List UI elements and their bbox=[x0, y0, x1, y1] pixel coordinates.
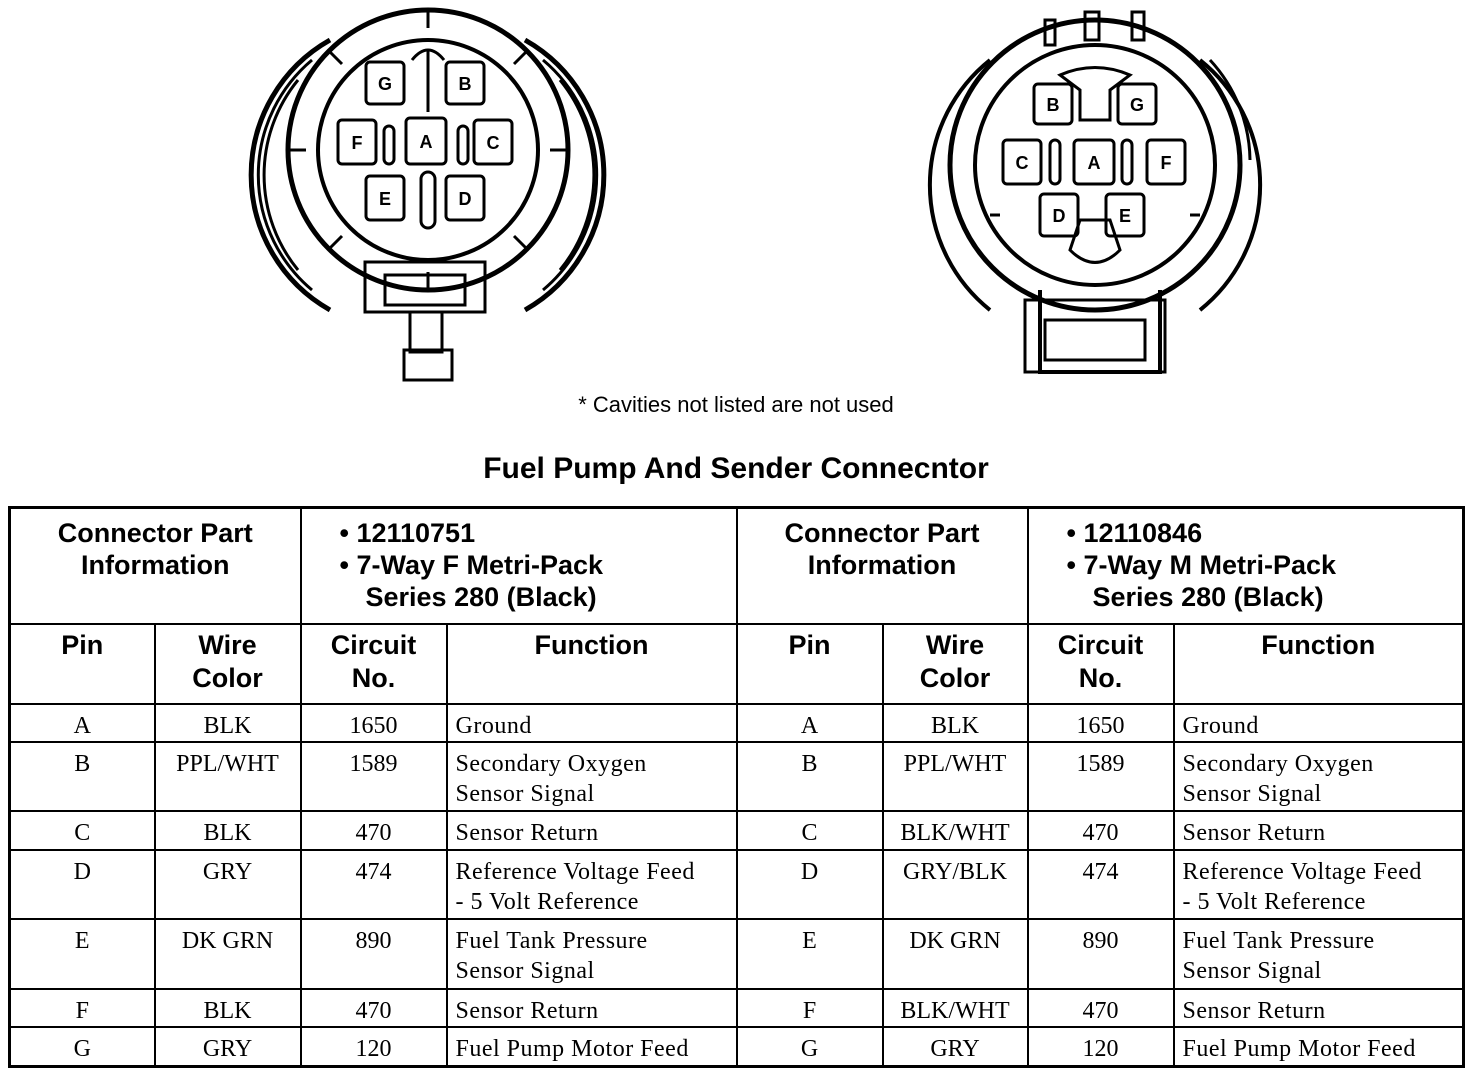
pin-cell: F bbox=[10, 989, 155, 1028]
col-header-pin bbox=[10, 624, 155, 703]
wire-color-cell: GRY bbox=[155, 1027, 301, 1066]
connector-info-value bbox=[1028, 508, 1464, 625]
circuit-cell: 120 bbox=[301, 1027, 447, 1066]
info-label-line: Information bbox=[807, 550, 957, 580]
function-cell bbox=[447, 704, 737, 743]
col-header-pin bbox=[737, 624, 883, 703]
header-text: Function bbox=[1261, 630, 1376, 661]
function-cell bbox=[447, 989, 737, 1028]
male-pin-label: E bbox=[1118, 206, 1132, 226]
pinout-table bbox=[8, 506, 1465, 1068]
cavities-note: * Cavities not listed are not used bbox=[578, 392, 894, 417]
header-text: Pin bbox=[788, 630, 831, 661]
wire-color-cell: GRY/BLK bbox=[883, 850, 1028, 919]
col-header-wire-color bbox=[155, 624, 301, 703]
table-row bbox=[10, 850, 1464, 919]
function-line: Sensor Return bbox=[1182, 820, 1326, 847]
circuit-cell: 1650 bbox=[301, 704, 447, 743]
female-pin-label: D bbox=[458, 189, 472, 209]
header-text: Color bbox=[919, 663, 991, 694]
wire-color-cell: DK GRN bbox=[883, 919, 1028, 988]
table-row bbox=[10, 742, 1464, 811]
circuit-cell: 474 bbox=[1028, 850, 1174, 919]
table-row bbox=[10, 704, 1464, 743]
header-text: No. bbox=[351, 663, 396, 694]
male-pin-label: B bbox=[1046, 95, 1060, 115]
function-line: Sensor Signal bbox=[1182, 958, 1322, 985]
part-number: • 12110751 bbox=[339, 518, 476, 548]
function-line: Ground bbox=[1182, 712, 1259, 739]
connector-series: Series 280 (Black) bbox=[1092, 582, 1324, 612]
female-pin-label: E bbox=[378, 189, 392, 209]
info-label-line: Connector Part bbox=[57, 518, 253, 548]
function-line: Sensor Return bbox=[455, 997, 599, 1024]
function-line: - 5 Volt Reference bbox=[455, 889, 639, 916]
function-line: Fuel Pump Motor Feed bbox=[455, 1036, 689, 1063]
male-pin-label: A bbox=[1087, 153, 1101, 173]
function-cell bbox=[447, 850, 737, 919]
circuit-cell: 470 bbox=[301, 811, 447, 850]
wire-color-cell: PPL/WHT bbox=[883, 742, 1028, 811]
part-number: • 12110846 bbox=[1066, 518, 1203, 548]
wire-color-cell: GRY bbox=[155, 850, 301, 919]
function-cell bbox=[1174, 1027, 1464, 1066]
function-line: Sensor Signal bbox=[455, 781, 595, 808]
function-cell bbox=[1174, 919, 1464, 988]
function-cell bbox=[1174, 811, 1464, 850]
pin-cell: B bbox=[737, 742, 883, 811]
connector-diagrams bbox=[0, 0, 1472, 400]
table-row bbox=[10, 919, 1464, 988]
pin-cell: C bbox=[10, 811, 155, 850]
circuit-cell: 470 bbox=[1028, 811, 1174, 850]
function-line: Fuel Tank Pressure bbox=[455, 928, 648, 955]
function-line: Ground bbox=[455, 712, 532, 739]
table-row bbox=[10, 989, 1464, 1028]
header-text: Circuit bbox=[1057, 630, 1144, 661]
circuit-cell: 1589 bbox=[301, 742, 447, 811]
function-cell bbox=[1174, 850, 1464, 919]
connector-info-label bbox=[10, 508, 301, 625]
circuit-cell: 1589 bbox=[1028, 742, 1174, 811]
table-row bbox=[10, 1027, 1464, 1066]
pin-cell: C bbox=[737, 811, 883, 850]
header-text: Wire bbox=[925, 630, 985, 661]
function-line: Sensor Return bbox=[1182, 997, 1326, 1024]
header-text: Function bbox=[534, 630, 649, 661]
function-cell bbox=[447, 811, 737, 850]
column-header-row bbox=[10, 624, 1464, 703]
connector-info-label bbox=[737, 508, 1028, 625]
wire-color-cell: GRY bbox=[883, 1027, 1028, 1066]
function-cell bbox=[1174, 742, 1464, 811]
function-line: Secondary Oxygen bbox=[1182, 751, 1374, 778]
function-line: Sensor Signal bbox=[455, 958, 595, 985]
function-line: Fuel Tank Pressure bbox=[1182, 928, 1375, 955]
header-text: Circuit bbox=[330, 630, 417, 661]
wire-color-cell: BLK bbox=[883, 704, 1028, 743]
female-pin-label: F bbox=[351, 133, 363, 153]
circuit-cell: 470 bbox=[301, 989, 447, 1028]
info-label-line: Information bbox=[81, 550, 230, 580]
circuit-cell: 1650 bbox=[1028, 704, 1174, 743]
male-connector-face bbox=[930, 12, 1260, 372]
wire-color-cell: BLK bbox=[155, 811, 301, 850]
info-label-line: Connector Part bbox=[784, 518, 980, 548]
male-pin-label: C bbox=[1015, 153, 1029, 173]
pin-cell: G bbox=[737, 1027, 883, 1066]
wire-color-cell: PPL/WHT bbox=[155, 742, 301, 811]
function-line: Fuel Pump Motor Feed bbox=[1182, 1036, 1416, 1063]
female-pin-label: A bbox=[419, 132, 433, 152]
female-pin-label: G bbox=[377, 74, 393, 94]
wire-color-cell: BLK bbox=[155, 704, 301, 743]
function-line: Sensor Return bbox=[455, 820, 599, 847]
pin-cell: D bbox=[10, 850, 155, 919]
wire-color-cell: BLK bbox=[155, 989, 301, 1028]
col-header-function bbox=[447, 624, 737, 703]
col-header-function bbox=[1174, 624, 1464, 703]
function-cell bbox=[1174, 989, 1464, 1028]
col-header-wire-color bbox=[883, 624, 1028, 703]
function-line: - 5 Volt Reference bbox=[1182, 889, 1366, 916]
table-row bbox=[10, 811, 1464, 850]
function-cell bbox=[447, 1027, 737, 1066]
pin-cell: F bbox=[737, 989, 883, 1028]
col-header-circuit bbox=[1028, 624, 1174, 703]
header-text: No. bbox=[1078, 663, 1123, 694]
header-text: Color bbox=[192, 663, 263, 694]
function-cell bbox=[447, 742, 737, 811]
circuit-cell: 470 bbox=[1028, 989, 1174, 1028]
female-connector-face bbox=[251, 10, 604, 380]
function-line: Reference Voltage Feed bbox=[1182, 859, 1422, 886]
function-line: Secondary Oxygen bbox=[455, 751, 647, 778]
function-cell bbox=[447, 919, 737, 988]
circuit-cell: 890 bbox=[301, 919, 447, 988]
header-text: Pin bbox=[61, 630, 104, 661]
circuit-cell: 474 bbox=[301, 850, 447, 919]
function-line: Reference Voltage Feed bbox=[455, 859, 695, 886]
connector-series: Series 280 (Black) bbox=[365, 582, 597, 612]
col-header-circuit bbox=[301, 624, 447, 703]
pin-cell: A bbox=[10, 704, 155, 743]
circuit-cell: 120 bbox=[1028, 1027, 1174, 1066]
pin-cell: B bbox=[10, 742, 155, 811]
wire-color-cell: BLK/WHT bbox=[883, 811, 1028, 850]
male-pin-label: F bbox=[1160, 153, 1172, 173]
pin-cell: E bbox=[10, 919, 155, 988]
connector-type: • 7-Way F Metri-Pack bbox=[339, 550, 604, 580]
wire-color-cell: BLK/WHT bbox=[883, 989, 1028, 1028]
male-pin-label: D bbox=[1052, 206, 1066, 226]
female-pin-label: B bbox=[458, 74, 472, 94]
pin-cell: A bbox=[737, 704, 883, 743]
connector-type: • 7-Way M Metri-Pack bbox=[1066, 550, 1337, 580]
header-text: Wire bbox=[198, 630, 257, 661]
pin-cell: E bbox=[737, 919, 883, 988]
circuit-cell: 890 bbox=[1028, 919, 1174, 988]
function-line: Sensor Signal bbox=[1182, 781, 1322, 808]
female-pin-label: C bbox=[486, 133, 500, 153]
wire-color-cell: DK GRN bbox=[155, 919, 301, 988]
connector-info-row bbox=[10, 508, 1464, 625]
page-title: Fuel Pump And Sender Connecntor bbox=[483, 452, 989, 485]
function-cell bbox=[1174, 704, 1464, 743]
connector-info-value bbox=[301, 508, 737, 625]
pin-cell: D bbox=[737, 850, 883, 919]
pin-cell: G bbox=[10, 1027, 155, 1066]
male-pin-label: G bbox=[1129, 95, 1145, 115]
